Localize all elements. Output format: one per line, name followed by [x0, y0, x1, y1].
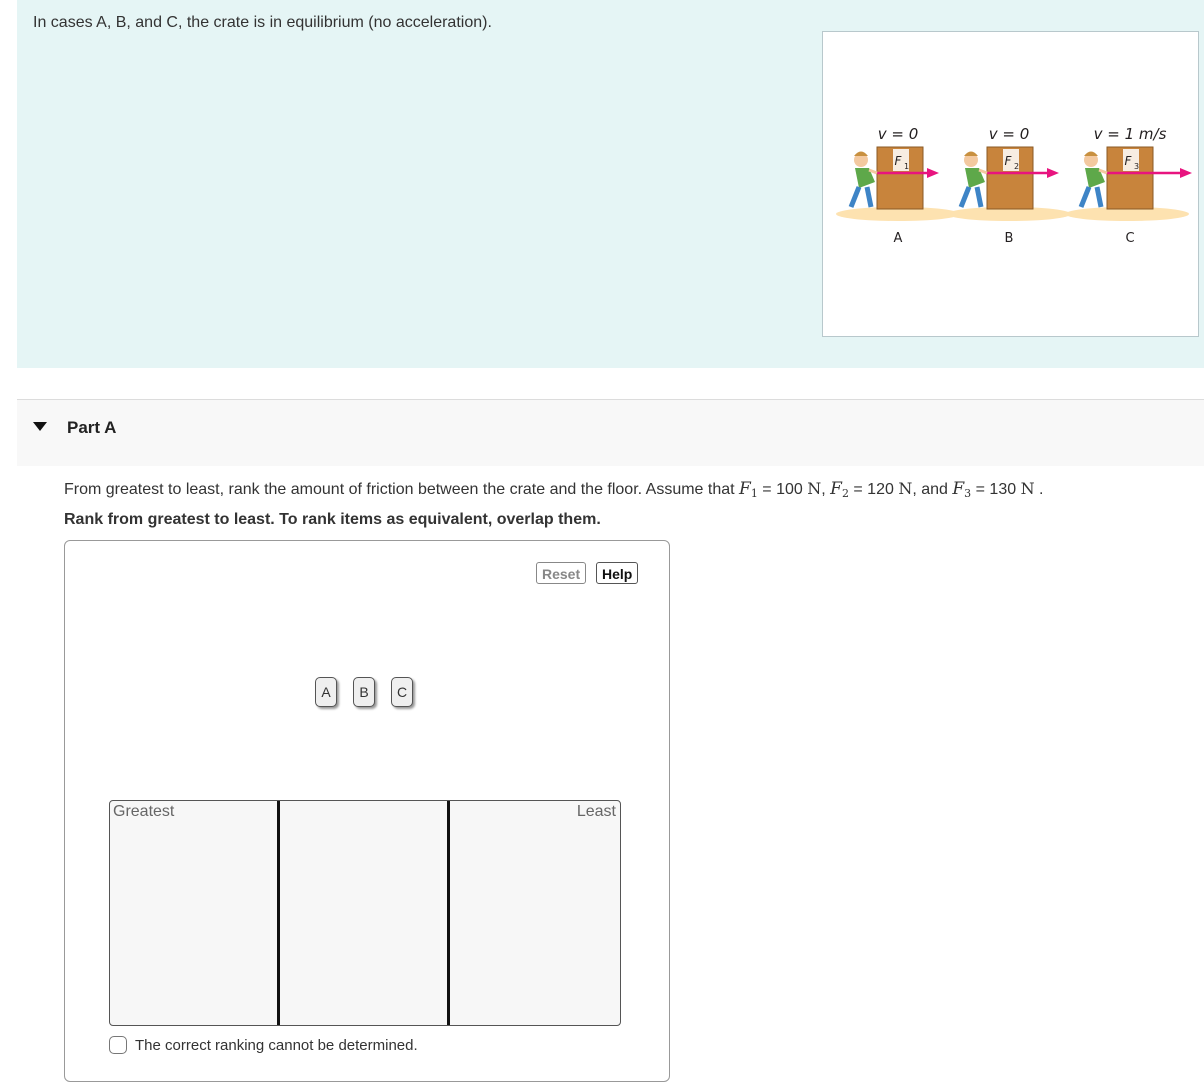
part-a-header[interactable] [17, 399, 1204, 466]
svg-text:F: F [1124, 154, 1132, 168]
rank-divider [447, 801, 450, 1025]
rank-divider [277, 801, 280, 1025]
reset-button[interactable]: Reset [536, 562, 586, 584]
svg-text:C: C [1125, 231, 1135, 246]
svg-text:v = 1 m/s: v = 1 m/s [1093, 125, 1167, 143]
svg-text:v = 0: v = 0 [988, 125, 1030, 143]
f1-symbol: F1 [739, 479, 758, 500]
crate-figure-svg [823, 32, 1198, 336]
f2-unit: N [898, 479, 913, 498]
intro-panel [17, 0, 1204, 368]
svg-text:F: F [1004, 154, 1012, 168]
svg-text:v = 0: v = 0 [877, 125, 919, 143]
rank-item-a[interactable]: A [315, 677, 337, 707]
least-label: Least [576, 803, 616, 820]
comma-1: , [821, 481, 826, 498]
svg-text:3: 3 [1134, 162, 1140, 171]
cannot-determine-label: The correct ranking cannot be determined. [135, 1036, 418, 1054]
question-text [64, 479, 1043, 500]
svg-text:1: 1 [904, 162, 910, 171]
cannot-determine-option[interactable] [109, 1036, 418, 1054]
case-a-illustration [836, 125, 960, 246]
f3-unit: N [1020, 479, 1035, 498]
f3-value: = 130 [975, 481, 1017, 498]
ranking-instruction: Rank from greatest to least. To rank items as equivalent, overlap them. [64, 511, 601, 528]
f2-symbol: F2 [830, 479, 849, 500]
rank-item-c[interactable]: C [391, 677, 413, 707]
svg-text:B: B [1004, 231, 1014, 246]
svg-text:F: F [894, 154, 902, 168]
cannot-determine-checkbox[interactable] [109, 1036, 127, 1054]
and-text: , and [912, 481, 948, 498]
help-button[interactable]: Help [596, 562, 638, 584]
case-b-illustration [947, 125, 1071, 246]
f3-symbol: F3 [952, 479, 972, 500]
ranking-drop-area[interactable] [109, 800, 621, 1026]
f2-value: = 120 [853, 481, 894, 498]
case-c-illustration [1065, 125, 1192, 246]
part-title: Part A [67, 418, 117, 437]
svg-text:2: 2 [1014, 162, 1020, 171]
svg-text:A: A [893, 231, 903, 246]
intro-text: In cases A, B, and C, the crate is in equilibrium (no acceleration). [33, 14, 492, 31]
f1-unit: N [807, 479, 822, 498]
f1-value: = 100 [762, 481, 803, 498]
crate-figure [822, 31, 1199, 337]
rank-item-b[interactable]: B [353, 677, 375, 707]
ranking-widget [64, 540, 670, 1082]
collapse-triangle-icon[interactable] [33, 422, 47, 431]
period: . [1039, 481, 1044, 498]
question-prefix: From greatest to least, rank the amount of friction between the crate and the floor. Assume that [64, 481, 735, 498]
greatest-label: Greatest [113, 803, 175, 820]
